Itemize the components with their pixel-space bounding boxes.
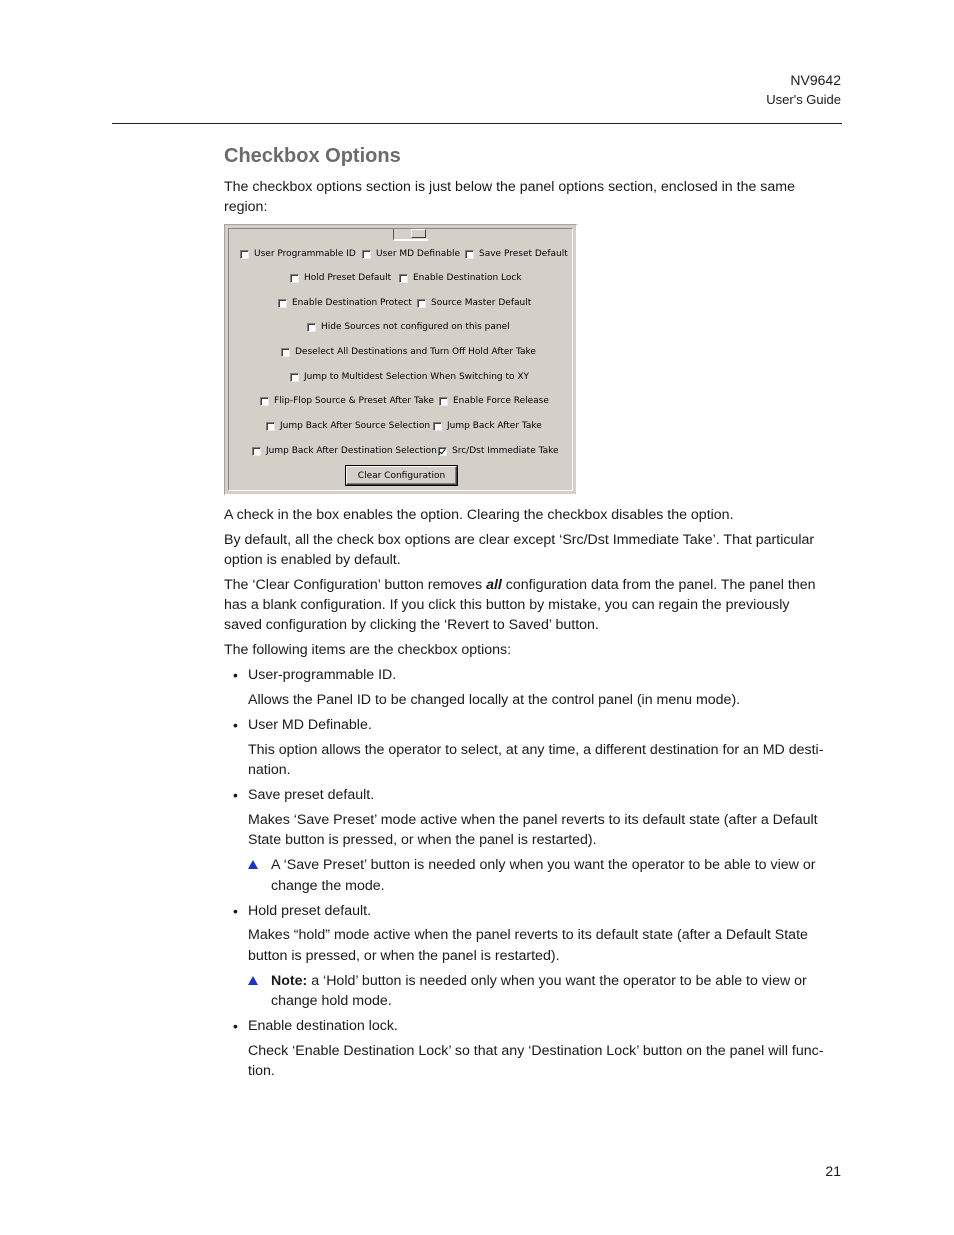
paragraph-clear-line1 <box>224 575 842 595</box>
option-label: Flip-Flop Source & Preset After Take <box>274 396 434 406</box>
option-src-dst-immediate-take[interactable] <box>438 446 559 456</box>
bullet-dot: • <box>233 667 238 683</box>
option-jump-to-multidest[interactable] <box>290 372 529 382</box>
header-rule <box>112 123 842 124</box>
note-line: A ‘Save Preset’ button is needed only when you want the operator to be able to view or <box>271 857 816 873</box>
checkbox[interactable] <box>266 422 275 431</box>
option-label: User MD Definable <box>376 249 461 259</box>
text-run: configuration data from the panel. The panel then <box>501 577 816 593</box>
note-line <box>271 971 842 991</box>
option-label: Enable Destination Lock <box>413 273 522 283</box>
bullet-dot: • <box>233 1018 238 1034</box>
option-hold-preset-default[interactable] <box>290 273 391 283</box>
option-user-programmable-id[interactable] <box>240 249 356 259</box>
option-label: Jump Back After Take <box>447 421 542 431</box>
option-label: Enable Force Release <box>453 396 549 406</box>
option-label: Hide Sources not configured on this panel <box>321 322 510 332</box>
checkbox[interactable] <box>278 299 287 308</box>
option-label: Enable Destination Protect <box>292 298 412 308</box>
bullet-user-md-definable: User MD Definable. <box>248 717 372 733</box>
bullet-dot: • <box>233 717 238 733</box>
option-source-master-default[interactable] <box>417 298 531 308</box>
option-flip-flop-source-preset[interactable] <box>260 396 434 406</box>
page-number: 21 <box>825 1163 841 1179</box>
checkbox[interactable] <box>362 250 371 259</box>
option-hide-sources[interactable] <box>307 322 510 332</box>
text-run: a ‘Hold’ button is needed only when you want the operator to be able to view or <box>307 973 807 989</box>
option-save-preset-default[interactable] <box>465 249 568 259</box>
header-doc-type: User's Guide <box>766 92 841 107</box>
option-jump-back-after-take[interactable] <box>433 421 542 431</box>
clear-configuration-button[interactable]: Clear Configuration <box>346 466 457 485</box>
bullet-user-programmable-id: User-programmable ID. <box>248 667 397 683</box>
checkbox-options-dialog <box>224 224 578 496</box>
checkbox[interactable] <box>240 250 249 259</box>
checkbox[interactable] <box>433 422 442 431</box>
checkbox[interactable] <box>465 250 474 259</box>
option-enable-destination-protect[interactable] <box>278 298 412 308</box>
option-label: Jump to Multidest Selection When Switching to XY <box>304 372 530 382</box>
note-label: Note: <box>271 973 308 989</box>
paragraph-following-items: The following items are the checkbox options: <box>224 642 512 658</box>
bullet-enable-destination-lock: Enable destination lock. <box>248 1018 398 1034</box>
desc-line: State button is pressed, or when the panel is restarted). <box>248 832 597 848</box>
checkbox[interactable] <box>307 323 316 332</box>
checkbox[interactable] <box>260 397 269 406</box>
checkbox[interactable] <box>290 373 299 382</box>
note-triangle-icon <box>248 976 258 985</box>
checkbox-checked[interactable] <box>438 447 447 456</box>
option-label: Source Master Default <box>431 298 532 308</box>
note-line: change hold mode. <box>271 993 392 1009</box>
option-label: Hold Preset Default <box>304 273 392 283</box>
desc-line: button is pressed, or when the panel is restarted). <box>248 948 560 964</box>
bullet-dot: • <box>233 903 238 919</box>
checkbox[interactable] <box>281 348 290 357</box>
desc-line: Makes “hold” mode active when the panel reverts to its default state (after a Default State <box>248 927 808 943</box>
option-jump-back-after-source[interactable] <box>266 421 430 431</box>
option-label: Deselect All Destinations and Turn Off Hold After Take <box>295 347 536 357</box>
option-label: User Programmable ID <box>254 249 356 259</box>
paragraph-clear-line3: saved configuration by clicking the ‘Revert to Saved’ button. <box>224 617 599 633</box>
emphasis-all: all <box>486 577 502 593</box>
desc-line: tion. <box>248 1063 275 1079</box>
checkbox[interactable] <box>399 274 408 283</box>
option-user-md-definable[interactable] <box>362 249 460 259</box>
desc-line: This option allows the operator to select, at any time, a different destination for an MD desti- <box>248 742 824 758</box>
option-label: Src/Dst Immediate Take <box>452 446 559 456</box>
option-label: Jump Back After Source Selection <box>280 421 431 431</box>
option-enable-destination-lock[interactable] <box>399 273 522 283</box>
desc-line: Check ‘Enable Destination Lock’ so that any ‘Destination Lock’ button on the panel will func- <box>248 1043 824 1059</box>
bullet-dot: • <box>233 787 238 803</box>
desc-line: Makes ‘Save Preset’ mode active when the panel reverts to its default state (after a Default <box>248 812 818 828</box>
option-enable-force-release[interactable] <box>439 396 549 406</box>
paragraph-default-line1: By default, all the check box options are clear except ‘Src/Dst Immediate Take’. That particular <box>224 532 815 548</box>
section-title: Checkbox Options <box>224 145 401 167</box>
checkbox[interactable] <box>290 274 299 283</box>
paragraph-clear-line2: has a blank configuration. If you click this button by mistake, you can regain the previously <box>224 597 790 613</box>
paragraph-default-line2: option is enabled by default. <box>224 552 401 568</box>
checkbox[interactable] <box>252 447 261 456</box>
header-product: NV9642 <box>790 72 841 88</box>
desc-line: Allows the Panel ID to be changed locally at the control panel (in menu mode). <box>248 692 741 708</box>
option-jump-back-after-destination[interactable] <box>252 446 437 456</box>
text-run: The ‘Clear Configuration’ button removes <box>224 577 487 593</box>
intro-paragraph: The checkbox options section is just below the panel options section, enclosed in the same region: <box>224 179 795 215</box>
checkbox[interactable] <box>417 299 426 308</box>
desc-line: nation. <box>248 762 291 778</box>
note-triangle-icon <box>248 860 258 869</box>
option-label: Jump Back After Destination Selection <box>266 446 437 456</box>
checkbox[interactable] <box>439 397 448 406</box>
note-line: change the mode. <box>271 878 385 894</box>
spinner-button[interactable] <box>411 229 426 238</box>
option-label: Save Preset Default <box>479 249 568 259</box>
bullet-save-preset-default: Save preset default. <box>248 787 375 803</box>
bullet-hold-preset-default: Hold preset default. <box>248 903 372 919</box>
option-deselect-all-destinations[interactable] <box>281 347 536 357</box>
paragraph-check-enables: A check in the box enables the option. Clearing the checkbox disables the option. <box>224 507 734 523</box>
